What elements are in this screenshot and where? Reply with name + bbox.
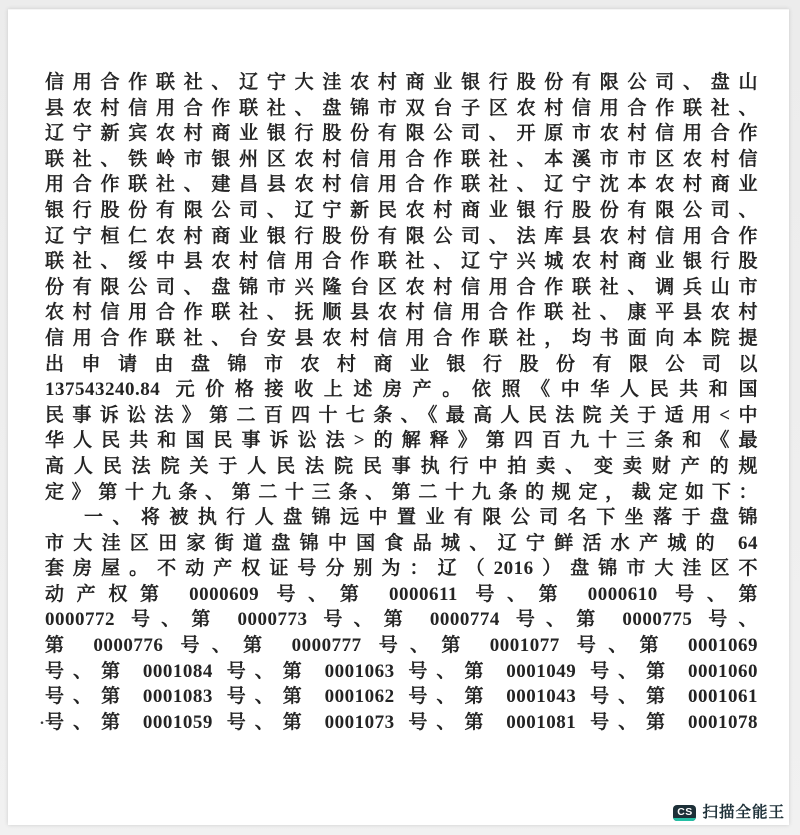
text-line: 高人民法院关于人民法院民事执行中拍卖、变卖财产的规 (45, 455, 758, 477)
text-line: 用合作联社、建昌县农村信用合作联社、辽宁沈本农村商业 (45, 174, 758, 196)
text-line: 第 0000776 号、第 0000777 号、第 0001077 号、第 0001069 (45, 635, 758, 657)
text-line: 137543240.84 元价格接收上述房产。依照《中华人民共和国 (45, 379, 758, 401)
document-page (8, 9, 789, 825)
text-line: 华人民共和国民事诉讼法>的解释》第四百九十三条和《最 (45, 430, 758, 452)
text-line: 号、第 0001059 号、第 0001073 号、第 0001081 号、第 0001078 (45, 711, 758, 733)
text-line: 号、第 0001083 号、第 0001062 号、第 0001043 号、第 0001061 (45, 686, 758, 708)
text-line: 信用合作联社、辽宁大洼农村商业银行股份有限公司、盘山 (45, 72, 758, 93)
camscanner-watermark (673, 805, 785, 821)
text-line: 定》第十九条、第二十三条、第二十九条的规定，裁定如下： (45, 481, 758, 503)
camscanner-label: 扫描全能王 (702, 804, 785, 822)
text-line: 辽宁桓仁农村商业银行股份有限公司、法库县农村信用合作 (45, 225, 758, 247)
text-line: 市大洼区田家街道盘锦中国食品城、辽宁鲜活水产城的 64 (45, 532, 758, 554)
text-line: 县农村信用合作联社、盘锦市双台子区农村信用合作联社、 (45, 97, 758, 119)
camscanner-logo-icon (673, 805, 696, 821)
text-line-indented: 一、将被执行人盘锦远中置业有限公司名下坐落于盘锦 (84, 507, 758, 529)
text-line: 民事诉讼法》第二百四十七条、《最高人民法院关于适用<中 (45, 404, 758, 426)
text-line: 联社、铁岭市银州区农村信用合作联社、本溪市市区农村信 (45, 148, 758, 170)
text-line: 农村信用合作联社、抚顺县农村信用合作联社、康平县农村 (45, 302, 758, 324)
text-line: 0000772 号、第 0000773 号、第 0000774 号、第 0000775 号、 (45, 609, 758, 631)
document-body-text (45, 70, 758, 735)
scan-artifact-dot: . (40, 711, 44, 728)
text-line: 辽宁新宾农村商业银行股份有限公司、开原市农村信用合作 (45, 123, 758, 145)
text-line: 银行股份有限公司、辽宁新民农村商业银行股份有限公司、 (45, 199, 758, 221)
text-line: 号、第 0001084 号、第 0001063 号、第 0001049 号、第 0001060 (45, 660, 758, 682)
camscanner-logo-text: CS (677, 805, 693, 818)
text-line: 份有限公司、盘锦市兴隆台区农村信用合作联社、调兵山市 (45, 276, 758, 298)
text-line: 动产权第 0000609 号、第 0000611 号、第 0000610 号、第 (45, 583, 758, 605)
text-line: 出申请由盘锦市农村商业银行股份有限公司以 (45, 353, 758, 375)
text-line: 信用合作联社、台安县农村信用合作联社，均书面向本院提 (45, 327, 758, 349)
text-line: 套房屋。不动产权证号分别为：辽（2016）盘锦市大洼区不 (45, 558, 758, 580)
text-line: 联社、绥中县农村信用合作联社、辽宁兴城农村商业银行股 (45, 251, 758, 273)
